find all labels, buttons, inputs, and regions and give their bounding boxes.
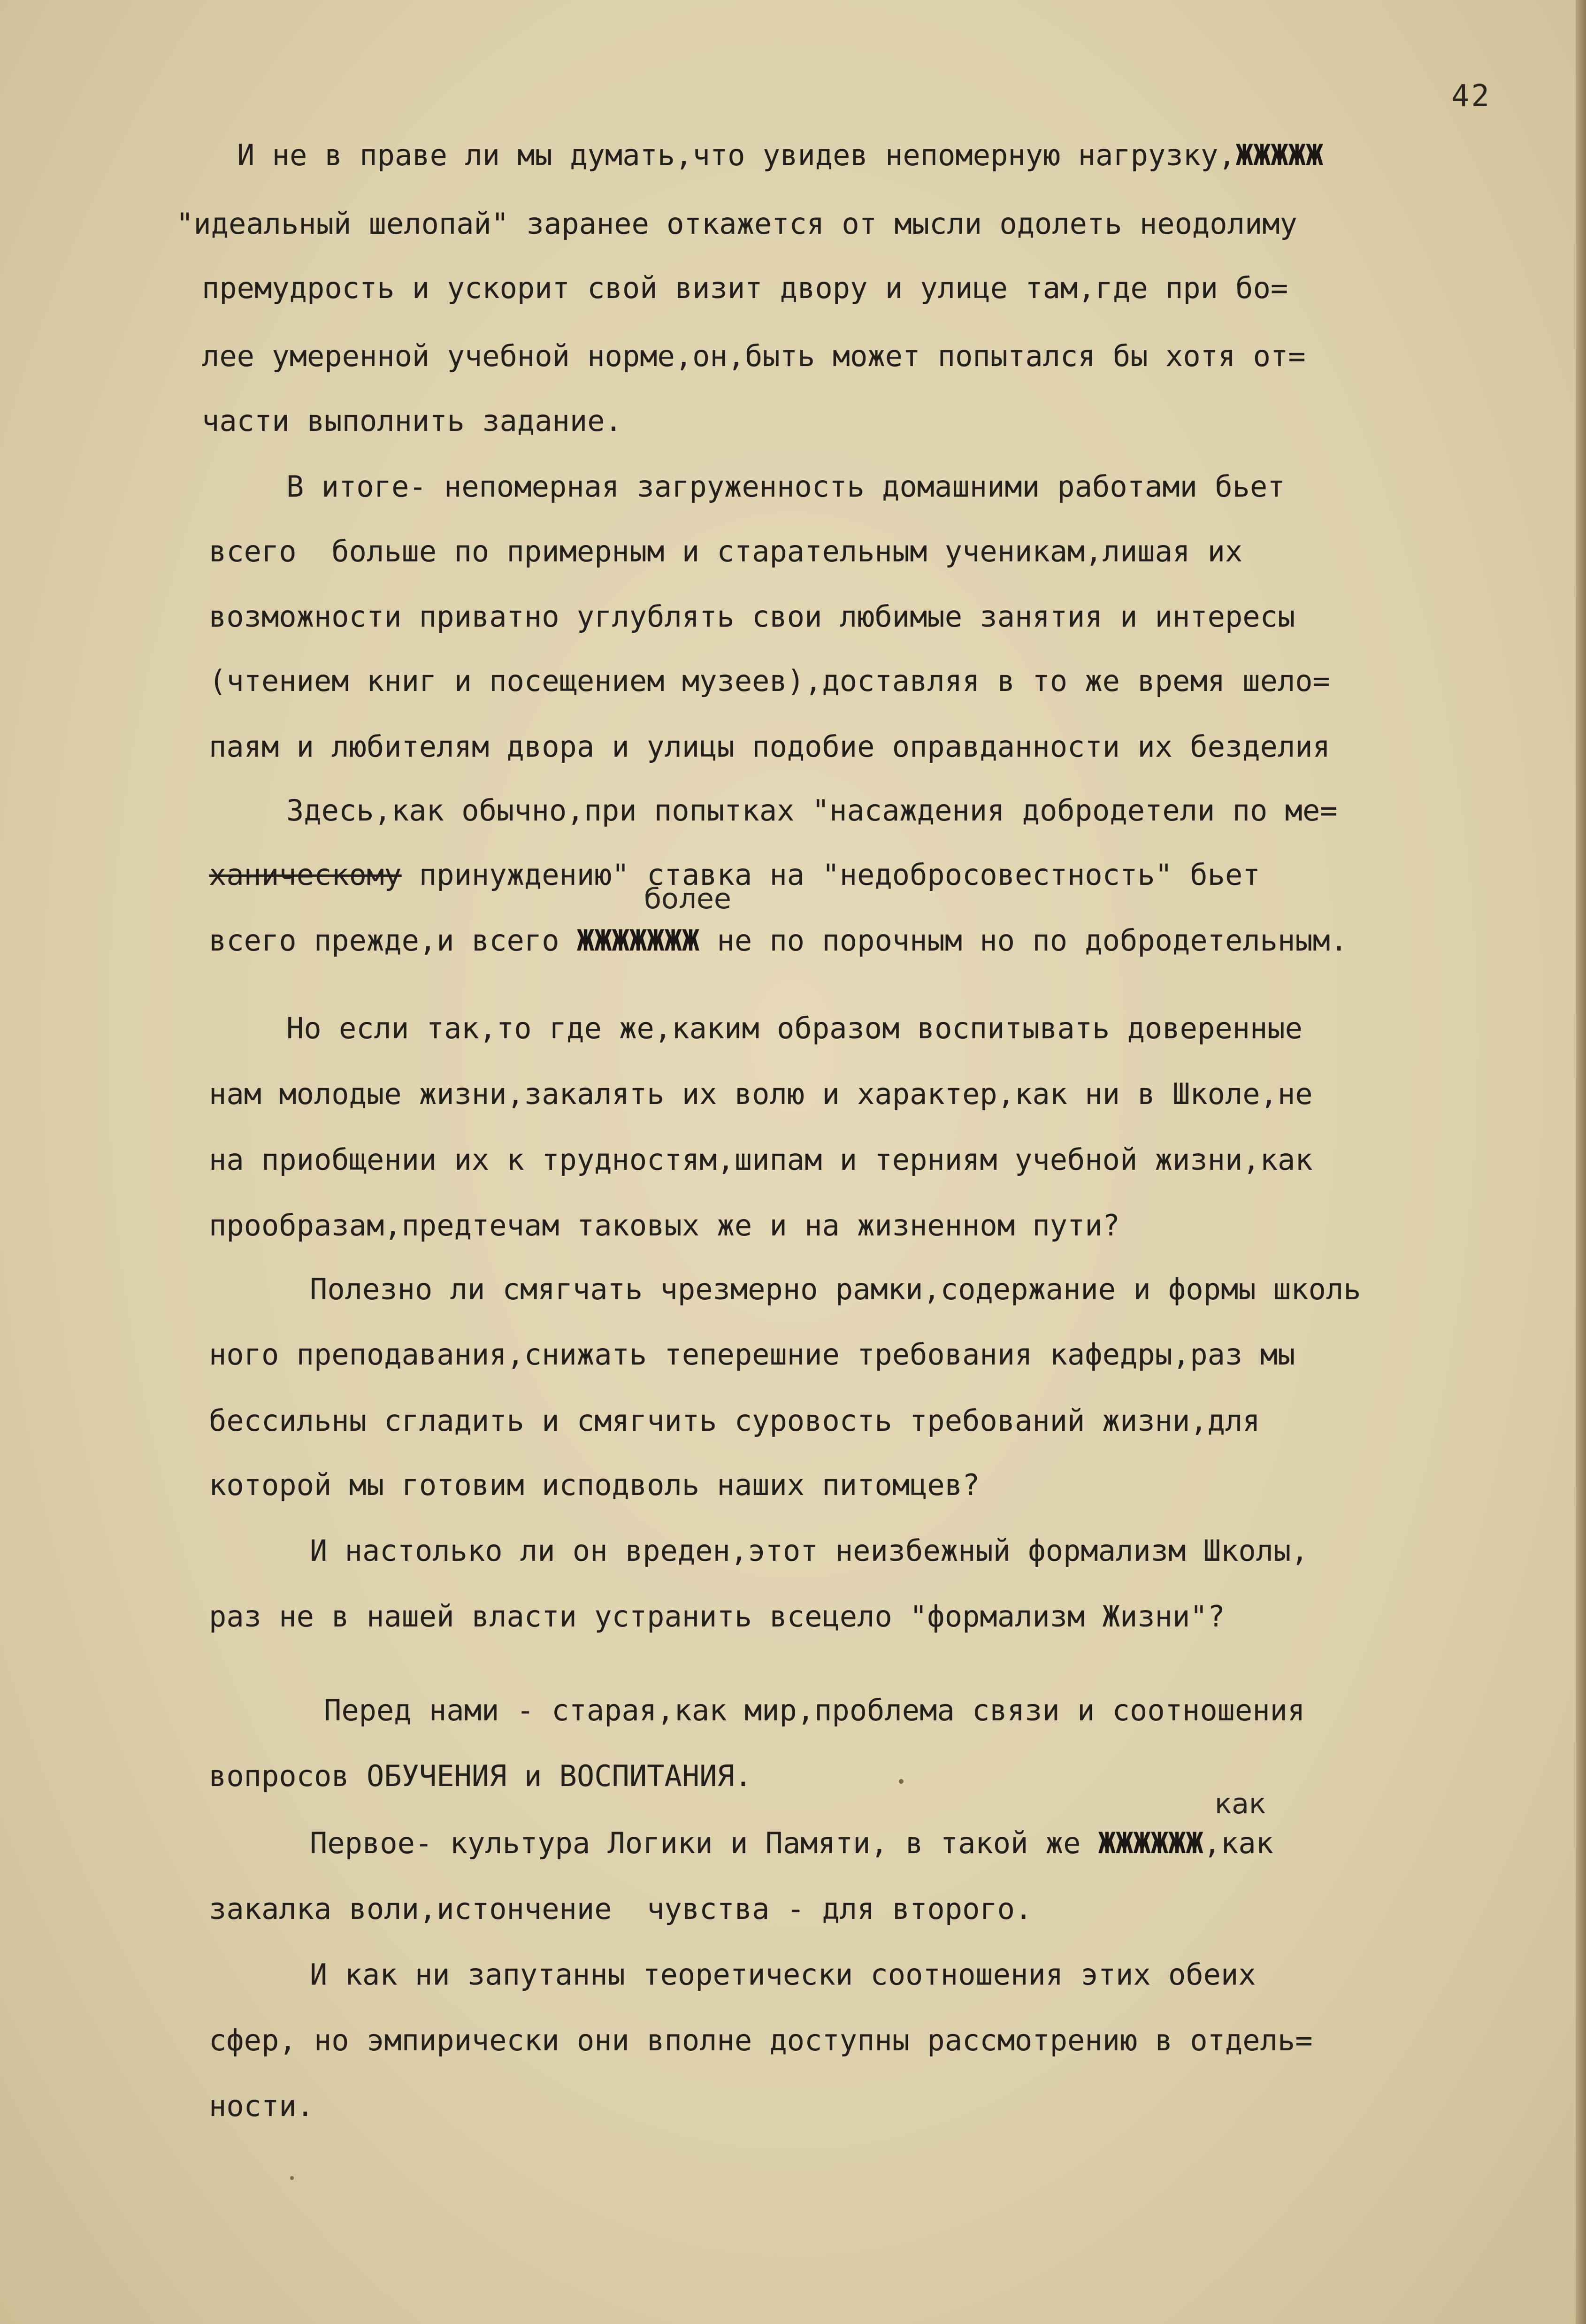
typed-over-word: ЖЖЖЖЖЖЖ (576, 923, 700, 958)
text-line: В итоге- непомерная загруженность домашними работами бьет (286, 469, 1285, 504)
text-line: Здесь,как обычно,при попытках "насаждения добродетели по ме= (286, 793, 1338, 828)
ink-dot (290, 2176, 294, 2180)
text-line: Но если так,то где же,каким образом воспитывать доверенные (286, 1011, 1303, 1045)
text-line: лее умеренной учебной норме,он,быть может попытался бы хотя от= (202, 339, 1306, 373)
text-line: И как ни запутанны теоретически соотношения этих обеих (310, 1957, 1256, 1992)
text-line: прообразам,предтечам таковых же и на жизненном пути? (209, 1208, 1120, 1243)
inserted-word: более (644, 882, 731, 915)
text-line: раз не в нашей власти устранить всецело "формализм Жизни"? (209, 1599, 1225, 1634)
ink-dot (899, 1779, 904, 1784)
inserted-word: как (1215, 1787, 1266, 1820)
text-line: Полезно ли смягчать чрезмерно рамки,содержание и формы школь (310, 1272, 1361, 1306)
text-line: (чтением книг и посещением музеев),доставляя в то же время шело= (209, 664, 1330, 698)
text-line: возможности приватно углублять свои любимые занятия и интересы (209, 599, 1295, 634)
typed-over-word: ЖЖЖЖЖЖ (1098, 1826, 1203, 1860)
text-line: ности. (209, 2089, 314, 2123)
line-rest: принуждению" ставка на "недобросовестность" бьет (401, 858, 1260, 892)
text-line: Перед нами - старая,как мир,проблема связи и соотношения (324, 1693, 1305, 1727)
text-line: всего прежде,и всего ЖЖЖЖЖЖЖ не по порочным но по добродетельным. (209, 923, 1348, 958)
text-line: Первое- культура Логики и Памяти, в такой же ЖЖЖЖЖЖ,как (310, 1826, 1274, 1860)
text-line: паям и любителям двора и улицы подобие оправданности их безделия (209, 729, 1330, 764)
text-line: бессильны сгладить и смягчить суровость требований жизни,для (209, 1404, 1260, 1438)
text-line: И не в праве ли мы думать,что увидев непомерную нагрузку,ЖЖЖЖЖ (237, 138, 1324, 172)
struck-fragment: ханическому (209, 858, 402, 892)
text-line: И настолько ли он вреден,этот неизбежный формализм Школы, (310, 1534, 1309, 1568)
page-edge (1576, 0, 1586, 2324)
text-line: которой мы готовим исподволь наших питомцев? (209, 1468, 980, 1502)
text-line: сфер, но эмпирически они вполне доступны рассмотрению в отдель= (209, 2023, 1313, 2057)
text-line: всего больше по примерным и старательным ученикам,лишая их (209, 534, 1243, 568)
text-line: вопросов ОБУЧЕНИЯ и ВОСПИТАНИЯ. (209, 1759, 752, 1793)
text-line: "идеальный шелопай" заранее откажется от мысли одолеть неодолиму (176, 207, 1297, 241)
text-line (209, 860, 1260, 890)
text-line: части выполнить задание. (202, 404, 622, 438)
typed-over-word: ЖЖЖЖЖ (1235, 138, 1324, 172)
text-line: ного преподавания,снижать теперешние требования кафедры,раз мы (209, 1337, 1295, 1372)
text-line: премудрость и ускорит свой визит двору и улице там,где при бо= (202, 271, 1288, 305)
page-number: 42 (1451, 79, 1492, 114)
text-line: на приобщении их к трудностям,шипам и терниям учебной жизни,как (209, 1143, 1313, 1177)
text-line: нам молодые жизни,закалять их волю и характер,как ни в Школе,не (209, 1077, 1313, 1111)
text-line: закалка воли,истончение чувства - для второго. (209, 1892, 1033, 1926)
